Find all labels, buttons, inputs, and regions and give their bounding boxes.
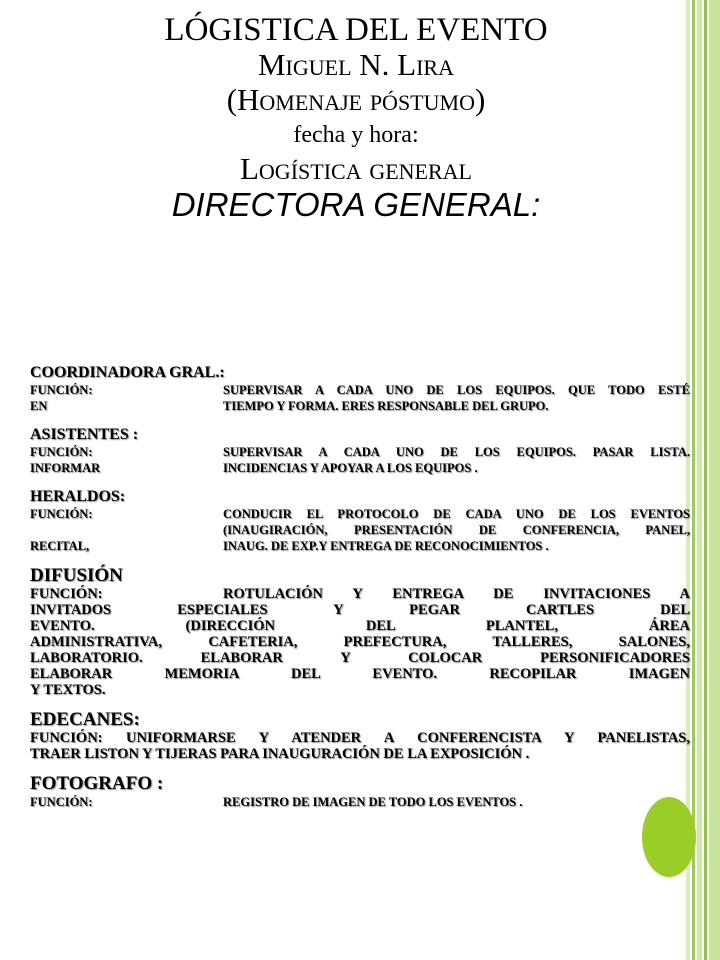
section-edecanes xyxy=(30,710,690,762)
function-text: (INAUGIRACIÓN, PRESENTACIÓN DE CONFERENCIA, PANEL, xyxy=(223,523,690,537)
section-heading: FOTOGRAFO : xyxy=(30,773,164,794)
slide-title xyxy=(0,14,712,221)
function-label: FUNCIÓN: xyxy=(30,795,93,809)
section-coordinadora xyxy=(30,364,690,414)
section-heading: EDECANES: xyxy=(30,709,140,730)
section-heading: DIFUSIÓN xyxy=(30,565,123,586)
function-label: FUNCIÓN: xyxy=(30,445,93,459)
title-line-6: DIRECTORA GENERAL: xyxy=(171,186,541,223)
function-text: INCIDENCIAS Y APOYAR A LOS EQUIPOS . xyxy=(223,461,478,475)
section-heading: ASISTENTES : xyxy=(30,426,139,443)
title-line-4: fecha y hora: xyxy=(293,122,419,148)
function-text: Y TEXTOS. xyxy=(30,682,106,698)
section-asistentes xyxy=(30,426,690,476)
title-line-1: LÓGISTICA DEL EVENTO xyxy=(164,12,548,48)
function-label: FUNCIÓN: xyxy=(30,383,93,397)
title-line-5: Logística general xyxy=(239,151,472,186)
function-label: FUNCIÓN: xyxy=(30,507,93,521)
section-heraldos xyxy=(30,488,690,554)
title-line-3: (Homenaje póstumo) xyxy=(226,82,486,117)
section-heading: COORDINADORA GRAL.: xyxy=(30,364,225,381)
function-text: ELABORAR MEMORIA DEL EVENTO. RECOPILAR IMAGEN xyxy=(30,666,690,682)
function-label: FUNCIÓN: xyxy=(30,586,103,602)
function-text: SUPERVISAR A CADA UNO DE LOS EQUIPOS. QUE TODO ESTÉ xyxy=(223,383,690,397)
function-text: TIEMPO Y FORMA. ERES RESPONSABLE DEL GRUPO. xyxy=(223,399,549,413)
slide-content xyxy=(30,364,690,822)
function-label: INFORMAR xyxy=(30,461,101,475)
function-text: ROTULACIÓN Y ENTREGA DE INVITACIONES A xyxy=(223,586,690,602)
function-text: EVENTO. (DIRECCIÓN DEL PLANTEL, ÁREA xyxy=(30,618,690,634)
section-fotografo xyxy=(30,774,690,810)
function-text: SUPERVISAR A CADA UNO DE LOS EQUIPOS. PASAR LISTA. xyxy=(223,445,690,459)
function-label: RECITAL, xyxy=(30,539,90,553)
section-heading: HERALDOS: xyxy=(30,488,126,505)
function-text: ADMINISTRATIVA, CAFETERIA, PREFECTURA, TALLERES, SALONES, xyxy=(30,634,690,650)
function-text: REGISTRO DE IMAGEN DE TODO LOS EVENTOS . xyxy=(223,795,523,809)
section-difusion xyxy=(30,566,690,698)
function-text: TRAER LISTON Y TIJERAS PARA INAUGURACIÓN DE LA EXPOSICIÓN . xyxy=(30,746,530,762)
function-label: EN xyxy=(30,399,48,413)
function-text: INVITADOS ESPECIALES Y PEGAR CARTLES DEL xyxy=(30,602,690,618)
function-text: INAUG. DE EXP.Y ENTREGA DE RECONOCIMIENTOS . xyxy=(223,539,549,553)
function-text: LABORATORIO. ELABORAR Y COLOCAR PERSONIFICADORES xyxy=(30,650,690,666)
title-line-2: Miguel N. Lira xyxy=(257,47,454,82)
function-text: CONDUCIR EL PROTOCOLO DE CADA UNO DE LOS EVENTOS xyxy=(223,507,690,521)
function-text: FUNCIÓN: UNIFORMARSE Y ATENDER A CONFERENCISTA Y PANELISTAS, xyxy=(30,730,690,746)
